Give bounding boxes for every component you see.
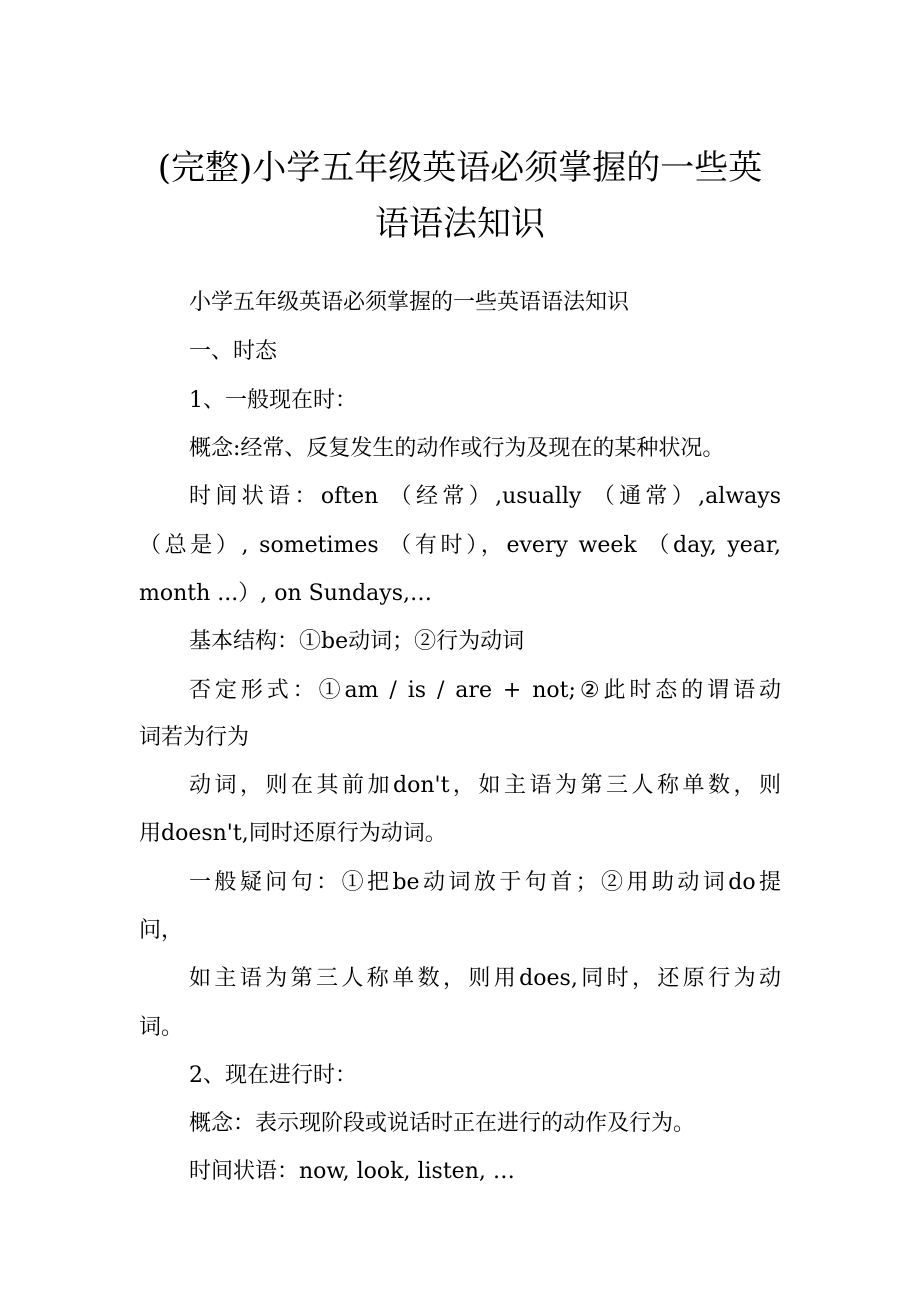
- body-line: 否定形式：①am / is / are + not;②此时态的谓语动: [189, 678, 781, 703]
- body-line: 动词，则在其前加don't，如主语为第三人称单数，则: [189, 773, 781, 798]
- document-title-line-1: (完整)小学五年级英语必须掌握的一些英: [157, 148, 763, 188]
- body-line: 时间状语：often （经常）,usually （通常）,always: [189, 484, 781, 509]
- body-line: 时间状语：now, look, listen, …: [189, 1159, 515, 1184]
- heading-present-continuous: 2、现在进行时：: [189, 1063, 357, 1088]
- subtitle-line: 小学五年级英语必须掌握的一些英语语法知识: [189, 290, 630, 315]
- body-line: 问，: [139, 918, 184, 943]
- body-line: （总是）, sometimes （有时），every week （day, year,: [139, 533, 781, 558]
- body-line: 词。: [139, 1015, 184, 1040]
- body-line: 概念:经常、反复发生的动作或行为及现在的某种状况。: [189, 436, 725, 461]
- body-line: 用doesn't,同时还原行为动词。: [139, 821, 447, 846]
- body-line: 如主语为第三人称单数，则用does,同时，还原行为动: [189, 966, 781, 991]
- heading-simple-present: 1、一般现在时：: [189, 388, 357, 413]
- body-line: 词若为行为: [139, 725, 250, 750]
- section-heading-tense: 一、时态: [189, 339, 278, 364]
- body-line: 基本结构：①be动词；②行为动词: [189, 629, 525, 654]
- body-line: month ...）, on Sundays,…: [139, 581, 432, 606]
- document-title-line-2: 语语法知识: [375, 204, 545, 244]
- body-line: 一般疑问句：①把be动词放于句首；②用助动词do提: [189, 870, 781, 895]
- body-line: 概念：表示现阶段或说话时正在进行的动作及行为。: [189, 1111, 696, 1136]
